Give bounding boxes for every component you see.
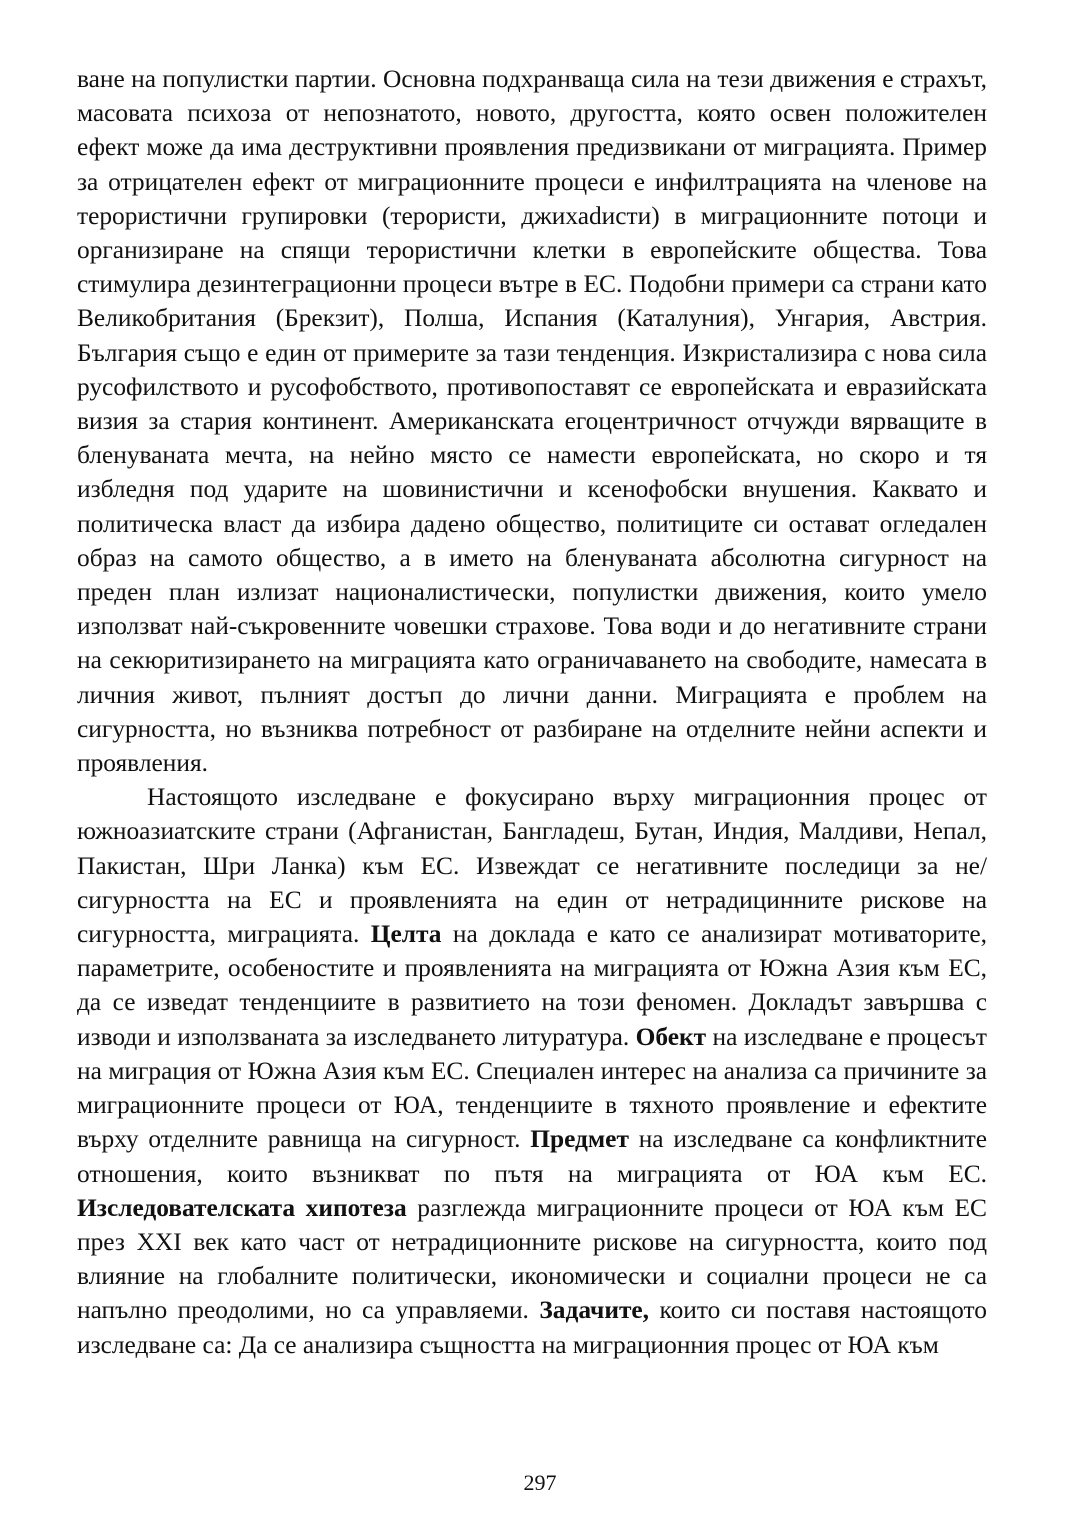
bold-term-object: Обект bbox=[635, 1022, 707, 1051]
bold-term-hypothesis: Изследователската хипотеза bbox=[77, 1193, 407, 1222]
paragraph-2-text-3: на изследване е процесът на миграция от Южна Азия към ЕС. Специален интерес на анализа са причините за миграционните процеси от ЮА, тенденциите в тяхното проявление и ефектите върху отделните равнища на сигурност. bbox=[77, 1022, 987, 1154]
paragraph-2-text-4: на изследване са конфликтните отношения, които възникват по пътя на миграцията от ЮА към ЕС. bbox=[77, 1125, 987, 1188]
paragraph-1: ване на популистки партии. Основна подхранваща сила на тези движения е страхът, масовата психоза от непознатото, новото, другостта, която освен положителен ефект може да има деструктивни проявления предизвикани от миграцията. Пример за отрицателен ефект от миграционните процеси е инфилтрацията на членове на терористични групировки (терористи, джихаdисти) в миграционните потоци и организиране на спящи терористични клетки в европейските общества. Това стимулира дезинтеграционни процеси вътре в ЕС. Подобни примери са страни като Великобритания (Брекзит), Полша, Испания (Каталуния), Унгария, Австрия. България също е един от примерите за тази тенденция. Изкристализира с нова сила русофилството и русофобството, противопоставят се европейската и евразийската визия за стария континент. Американската егоцентричност отчужди вярващите в бленуваната мечта, на нейно място се намести европейската, но скоро и тя избледня под ударите на шовинистични и ксенофобски внушения. Каквато и политическа власт да избира дадено общество, политиците си остават огледален образ на самото общество, а в името на бленуваната абсолютна сигурност на преден план излизат националистически, популистки движения, които умело използват най-съкровенните човешки страхове. Това води и до негативните страни на секюритизирането на миграцията като ограничаването на свободите, намесата в личния живот, пълният достъп до лични данни. Миграцията е проблем на сигурността, но възниква потребност от разбиране на отделните нейни аспекти и проявления. bbox=[77, 65, 987, 778]
paragraph-2-text-5: разглежда миграционните процеси от ЮА към ЕС през XXI век като част от нетрадиционните рискове на сигурността, които под влияние на глобалните политически, икономически и социални процеси не са напълно преодолими, но са управляеми. bbox=[77, 1193, 987, 1325]
paragraph-2-text-6: които си поставя настоящото изследване са: Да се анализира същността на миграционния процес от ЮА към bbox=[77, 1296, 987, 1359]
paragraph-2-text-2: на доклада е като се анализират мотиваторите, параметрите, особеностите и проявленията на миграцията от Южна Азия към ЕС, да се изведат тенденциите в развитието на този феномен. Докладът завършва с изводи и използваната за изследването литуратура. bbox=[77, 920, 987, 1051]
bold-term-goal: Целта bbox=[370, 920, 442, 949]
paragraph-2 bbox=[77, 780, 987, 1361]
bold-term-tasks: Задачите, bbox=[539, 1296, 650, 1325]
page-number: 297 bbox=[523, 1470, 557, 1495]
bold-term-subject: Предмет bbox=[530, 1125, 629, 1154]
paragraph-2-text-1: Настоящото изследване е фокусирано върху миграционния процес от южноазиатските страни (Афганистан, Бангладеш, Бутан, Индия, Малдиви, Непал, Пакистан, Шри Ланка) към ЕС. Извеждат се негативните последици за не/сигурността на ЕС и проявленията на един от нетрадицинните рискове на сигурността, миграцията. bbox=[77, 783, 987, 949]
document-body bbox=[77, 62, 987, 1362]
